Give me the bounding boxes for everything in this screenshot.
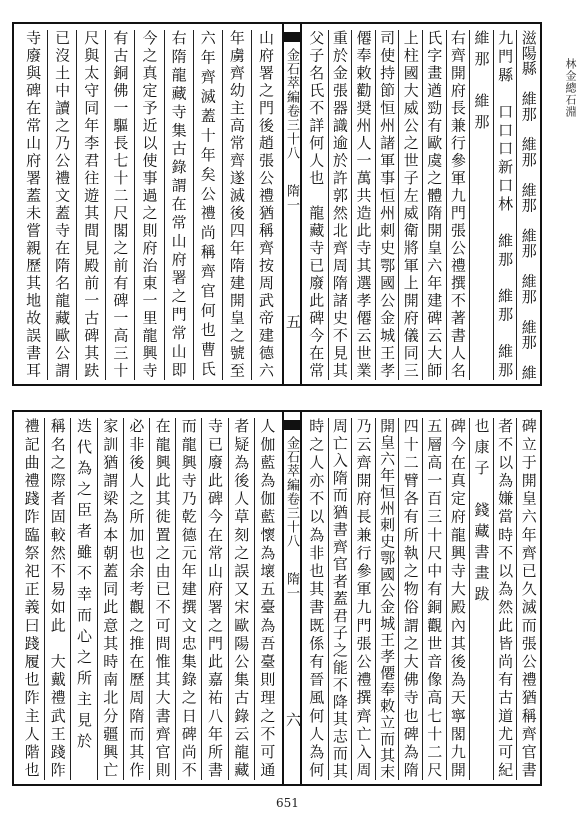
column-rule bbox=[47, 30, 48, 380]
column-rule bbox=[351, 30, 352, 380]
text-column: 寺廢與碑在常山府署蓋未嘗親歷其地故誤書耳 bbox=[24, 30, 43, 380]
text-column: 司使持節恒州諸軍事恒州刺史鄂國公金城王孝 bbox=[378, 30, 397, 380]
bottom-text-block bbox=[12, 410, 542, 786]
text-column: 者不以為嫌當時不以為然此皆尚有古道尤可紀 bbox=[496, 418, 515, 780]
column-rule bbox=[251, 30, 252, 380]
column-rule bbox=[97, 418, 98, 780]
bottom-right-half bbox=[304, 418, 540, 780]
page-number: 651 bbox=[276, 796, 299, 810]
bottom-fold-strip bbox=[282, 412, 302, 784]
text-column: 周亡入隋而猶書齊官者蓋君子之能不降其志而其 bbox=[330, 418, 349, 780]
text-column: 今之真定予近以使事過之則府治東一里龍興寺 bbox=[140, 30, 159, 380]
column-rule bbox=[446, 30, 447, 380]
top-strip-title: 金石萃編卷三十八 bbox=[284, 48, 299, 160]
text-column: 有古銅佛一驅長七十二尺閣之前有碑一高三十 bbox=[111, 30, 130, 380]
top-strip-dynasty: 隋一 bbox=[284, 184, 299, 212]
text-column: 六年齊滅蓋十年矣公禮尚稱齊官何也曹氏 bbox=[198, 30, 217, 380]
text-column: 氏字畫遒勁有歐虞之體隋開皇六年建碑云大師 bbox=[425, 30, 444, 380]
text-column: 九門縣 口口口新口林 維那 維那 維那 bbox=[496, 30, 515, 380]
column-rule bbox=[123, 418, 124, 780]
text-column: 碑立于開皇六年齊已久滅而張公禮猶稱齊官書 bbox=[519, 418, 538, 780]
top-fold-strip bbox=[282, 24, 302, 384]
top-text-block bbox=[12, 22, 542, 386]
column-rule bbox=[70, 418, 71, 780]
column-rule bbox=[328, 30, 329, 380]
text-column: 上柱國大威公之世子左威衛將軍上開府儀同三 bbox=[401, 30, 420, 380]
column-rule bbox=[493, 30, 494, 380]
text-column: 重於金張器識逾於許郭然北齊周隋諸史不見其 bbox=[330, 30, 349, 380]
text-column: 家訓猶謂梁為本朝蓋同此意其時南北分疆興亡 bbox=[101, 418, 120, 780]
text-column: 稱名之際者固較然不易如此 大戴禮武王踐阼 bbox=[48, 418, 67, 780]
bottom-strip-title: 金石萃編卷三十八 bbox=[284, 436, 299, 548]
column-rule bbox=[105, 30, 106, 380]
text-column: 也康子 錢藏書畫跋 bbox=[472, 418, 491, 607]
text-column: 僊奉敕勸奨州人一萬共造此寺其選孝僊云世業 bbox=[354, 30, 373, 380]
text-column: 必非後人之所加也余考觀之推在歷周隋而其作 bbox=[127, 418, 146, 780]
bottom-left-half bbox=[18, 418, 280, 780]
column-rule bbox=[328, 418, 329, 780]
column-rule bbox=[469, 30, 470, 380]
text-column: 維那 維那 bbox=[472, 30, 491, 135]
text-column: 滋陽縣 維那 維那 維那 維那 維那 維那 維 bbox=[519, 30, 538, 380]
column-rule bbox=[446, 418, 447, 780]
column-rule bbox=[149, 418, 150, 780]
text-column: 右齊開府長兼行參軍九門張公禮撰不著書人名 bbox=[448, 30, 467, 380]
text-column: 已沒土中讀之乃公禮文蓋寺在隋名龍藏歐公謂 bbox=[53, 30, 72, 380]
column-rule bbox=[175, 418, 176, 780]
top-left-half bbox=[18, 30, 280, 380]
column-rule bbox=[228, 418, 229, 780]
column-rule bbox=[193, 30, 194, 380]
column-rule bbox=[398, 418, 399, 780]
column-rule bbox=[516, 30, 517, 380]
column-rule bbox=[375, 30, 376, 380]
column-rule bbox=[76, 30, 77, 380]
text-column: 開皇六年恒州刺史鄂國公金城王孝僊奉敕立而其末 bbox=[378, 418, 397, 780]
column-rule bbox=[422, 418, 423, 780]
column-rule bbox=[493, 418, 494, 780]
text-column: 人伽藍為伽藍懷為壞五臺為吾臺則理之不可通 bbox=[258, 418, 277, 780]
column-rule bbox=[201, 418, 202, 780]
top-strip-folio: 五 bbox=[284, 314, 302, 330]
text-column: 山府署之門後趙張公禮猶稱齊按周武帝建德六 bbox=[256, 30, 275, 380]
top-fish-tail-upper bbox=[284, 32, 300, 42]
column-rule bbox=[398, 30, 399, 380]
bottom-fish-tail-upper bbox=[284, 420, 300, 430]
column-rule bbox=[44, 418, 45, 780]
text-column: 者疑為後人草刻之誤又宋歐陽公集古錄云龍藏 bbox=[232, 418, 251, 780]
bottom-strip-folio: 六 bbox=[284, 712, 302, 728]
column-rule bbox=[351, 418, 352, 780]
column-rule bbox=[422, 30, 423, 380]
text-column: 而龍興寺乃乾德元年建撰文忠集錄之日碑尚不 bbox=[179, 418, 198, 780]
top-right-half bbox=[304, 30, 540, 380]
text-column: 碑今在真定府龍興寺大殿內其後為天寧閣九開 bbox=[448, 418, 467, 780]
text-column: 右隋龍藏寺集古錄謂在常山府署之門常山即 bbox=[169, 30, 188, 380]
text-column: 四十二臂各有所執之物俗謂之大佛寺也碑為隋 bbox=[401, 418, 420, 780]
text-column: 禮記曲禮踐阼臨祭祀正義曰踐履也阼主人階也 bbox=[22, 418, 41, 780]
text-column: 乃云齊開府長兼行參軍九門張公禮撰齊亡入周 bbox=[354, 418, 373, 780]
text-column: 在龍興此其徙置之由已不可問惟其大書齊官則 bbox=[153, 418, 172, 780]
text-column: 寺已廢此碑今在常山府署之門此嘉祐八年所書 bbox=[205, 418, 224, 780]
column-rule bbox=[134, 30, 135, 380]
column-rule bbox=[469, 418, 470, 780]
column-rule bbox=[516, 418, 517, 780]
text-column: 時之人亦不以為非也其書既係有晉風何人為何 bbox=[307, 418, 326, 780]
column-rule bbox=[375, 418, 376, 780]
text-column: 年虜齊幼主高常齊遂滅後四年隋建開皇之號至 bbox=[227, 30, 246, 380]
column-rule bbox=[164, 30, 165, 380]
text-column: 五層高一百三十尺中有銅觀世音像高七十二尺 bbox=[425, 418, 444, 780]
column-rule bbox=[254, 418, 255, 780]
text-column: 迭代為之臣者雖不幸而心之所主見於 bbox=[74, 418, 93, 754]
margin-annotation: 林金總石淵 bbox=[564, 58, 577, 118]
bottom-strip-dynasty: 隋一 bbox=[284, 572, 299, 600]
column-rule bbox=[222, 30, 223, 380]
text-column: 尺與太守同年李君往遊其間見殿前一古碑其趺 bbox=[82, 30, 101, 380]
text-column: 父子名氏不詳何人也 龍藏寺已廢此碑今在常 bbox=[307, 30, 326, 380]
